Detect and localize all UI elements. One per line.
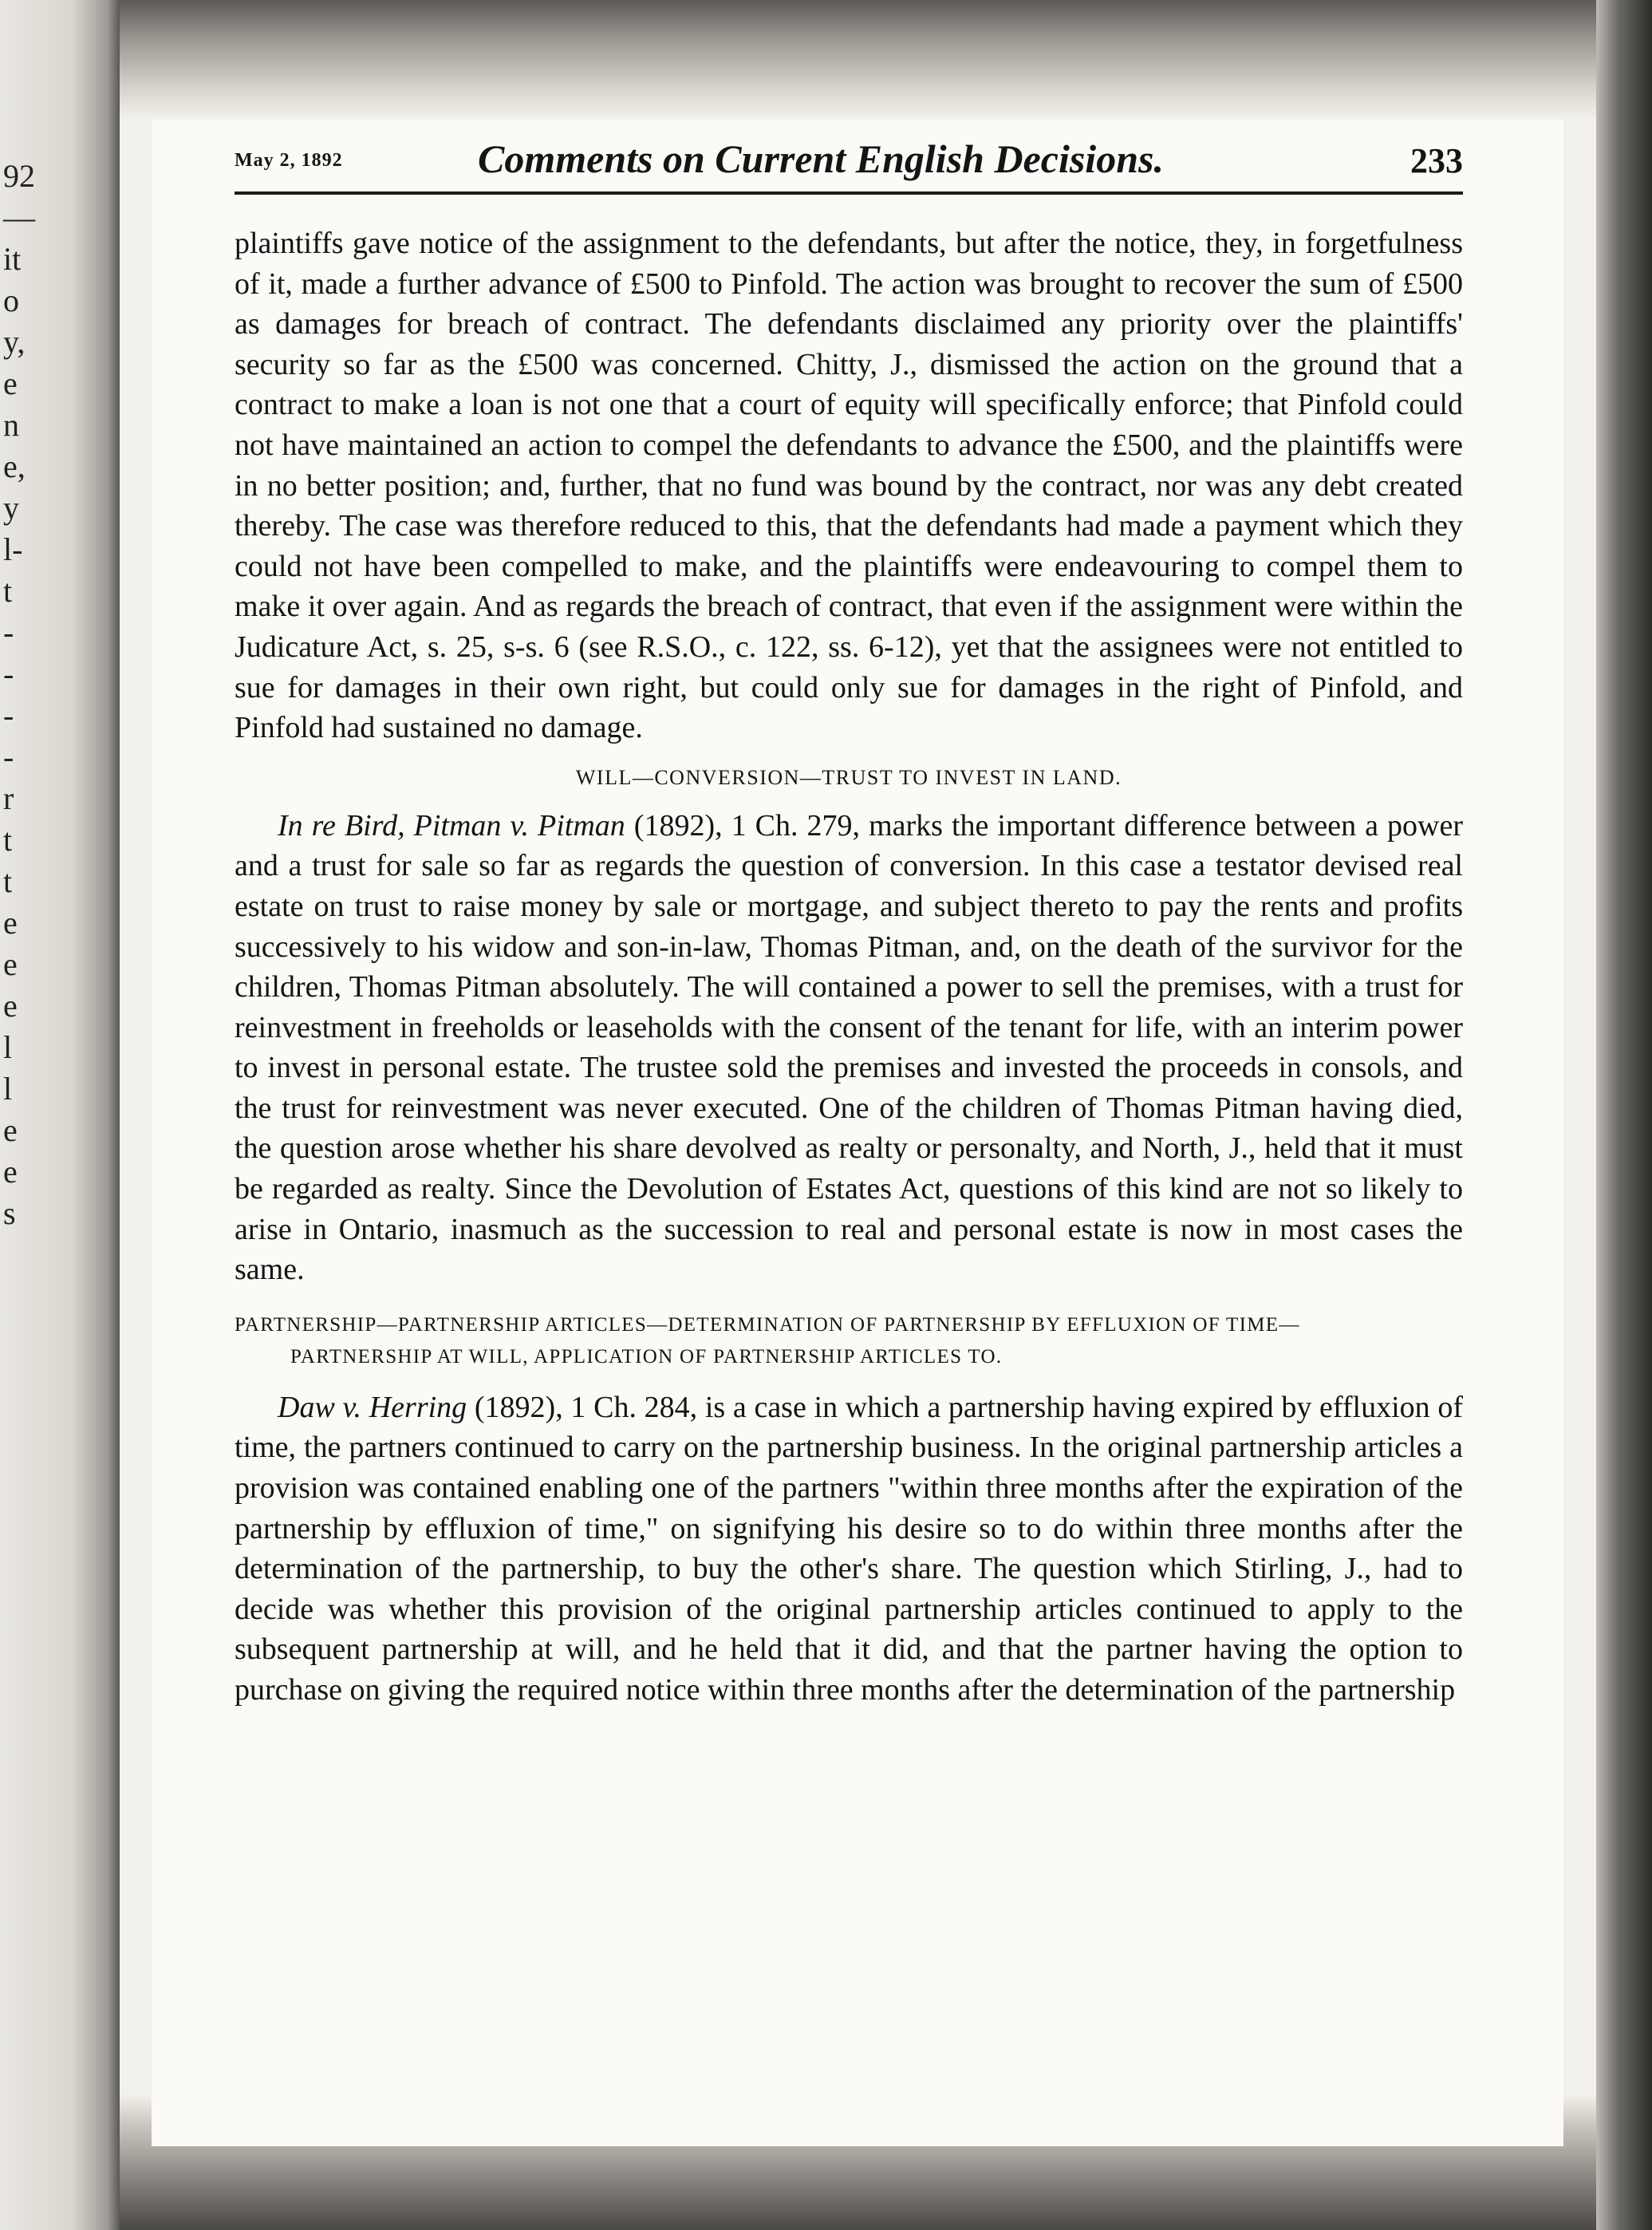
facing-page-fragment: y, bbox=[3, 324, 26, 360]
facing-page-fragment: l bbox=[3, 1029, 13, 1065]
facing-page-fragment: e bbox=[3, 988, 18, 1024]
facing-page-fragment: n bbox=[3, 407, 19, 443]
running-head-title: Comments on Current English Decisions. bbox=[478, 136, 1164, 181]
facing-page-fragment: t bbox=[3, 863, 13, 899]
facing-page-fragment: e bbox=[3, 365, 18, 401]
case-name-bird-pitman: In re Bird, Pitman v. Pitman bbox=[278, 808, 625, 843]
facing-page-fragment: 92 bbox=[3, 158, 35, 194]
running-head bbox=[235, 136, 1463, 195]
facing-page-fragments bbox=[3, 156, 35, 1234]
facing-page-fragment: r bbox=[3, 780, 14, 816]
facing-page-fragment: - bbox=[3, 739, 14, 775]
facing-page-fragment: t bbox=[3, 573, 13, 609]
section-heading-will-conversion: WILL—CONVERSION—TRUST TO INVEST IN LAND. bbox=[575, 765, 1122, 789]
facing-page-fragment: — bbox=[3, 199, 35, 235]
article-body bbox=[235, 223, 1463, 1711]
facing-page-fragment: e bbox=[3, 905, 18, 941]
facing-page-fragment: e bbox=[3, 946, 18, 982]
paragraph-pinfold-case: plaintiffs gave notice of the assignment to the defendants, but after the notice, they, in forgetfulness of it, made a further advance of £500 to Pinfold. The action was brought to recover the sum of £500 as damages for breach of contract. The defendants disclaimed any priority over the plaintiffs' security so far as the £500 was concerned. Chitty, J., dismissed the action on the ground that a contract to make a loan is not one that a court of equity will specifically enforce; that Pinfold could not have maintained an action to compel the defendants to advance the £500, and the plaintiffs were in no better position; and, further, that no fund was bound by the contract, nor was any debt created thereby. The case was therefore reduced to this, that the defendants had made a payment which they could not have been compelled to make, and the plaintiffs were endeavouring to compel them to make it over again. And as regards the breach of contract, that even if the assignment were within the Judicature Act, s. 25, s-s. 6 (see R.S.O., c. 122, ss. 6-12), yet that the assignees were not entitled to sue for damages in their own right, but could only sue for damages in the right of Pinfold, and Pinfold had sustained no damage. bbox=[235, 227, 1463, 745]
facing-page-fragment: e, bbox=[3, 448, 26, 484]
facing-page-fragment: t bbox=[3, 822, 13, 858]
scan-right-edge bbox=[1596, 0, 1652, 2230]
facing-page-fragment: s bbox=[3, 1195, 16, 1231]
paragraph-daw-herring-case bbox=[235, 1387, 1463, 1711]
section-heading-partnership-line2: PARTNERSHIP AT WILL, APPLICATION OF PARTNERSHIP ARTICLES TO. bbox=[290, 1345, 1003, 1368]
facing-page-fragment: - bbox=[3, 697, 14, 733]
facing-page-fragment: o bbox=[3, 282, 19, 318]
scan-top-edge bbox=[120, 0, 1596, 120]
facing-page-fragment: e bbox=[3, 1112, 18, 1148]
facing-page-fragment: - bbox=[3, 656, 14, 692]
facing-page-fragment: l bbox=[3, 1071, 13, 1107]
case-name-daw-herring: Daw v. Herring bbox=[278, 1390, 467, 1424]
facing-page-fragment: - bbox=[3, 614, 14, 650]
section-heading-partnership-line1: PARTNERSHIP—PARTNERSHIP ARTICLES—DETERMINATION OF PARTNERSHIP BY EFFLUXION OF TIME— bbox=[235, 1313, 1300, 1336]
paragraph-bird-pitman-case bbox=[235, 806, 1463, 1290]
facing-page-fragment: y bbox=[3, 490, 19, 526]
facing-page-fragment: l- bbox=[3, 531, 23, 567]
page-number: 233 bbox=[1410, 141, 1463, 180]
section-heading-partnership bbox=[235, 1309, 1463, 1373]
facing-page-fragment: e bbox=[3, 1154, 18, 1190]
paragraph-bird-pitman-text: (1892), 1 Ch. 279, marks the important difference between a power and a trust for sale so far as regards the question of conversion. In this case a testator devised real estate on trust to raise money by sale or mortgage, and subject thereto to pay the rents and profits successively to his widow and son-in-law, Thomas Pitman, and, on the death of the survivor for the children, Thomas Pitman absolutely. The will contained a power to sell the premises, with a trust for reinvestment in freeholds or leaseholds with the consent of the tenant for life, with an interim power to invest in personal estate. The trustee sold the premises and invested the proceeds in consols, and the trust for reinvestment was never executed. One of the children of Thomas Pitman having died, the question arose whether his share devolved as realty or personalty, and North, J., held that it must be regarded as realty. Since the Devolution of Estates Act, questions of this kind are not so likely to arise in Ontario, inasmuch as the succession to real and personal estate is now in most cases the same. bbox=[235, 808, 1464, 1287]
facing-page-fragment: it bbox=[3, 241, 22, 277]
paragraph-daw-herring-text: (1892), 1 Ch. 284, is a case in which a partnership having expired by effluxion of time, the partners continued to carry on the partnership business. In the original partnership articles a provision was contained enabling one of the partners "within three months after the expiration of the partnership by effluxion of time," on signifying his desire so to do within three months after the determination of the partnership, to buy the other's share. The question which Stirling, J., had to decide was whether this provision of the original partnership articles continued to apply to the subsequent partnership at will, and he held that it did, and that the partner having the option to purchase on giving the required notice within three months after the determination of the partnership bbox=[235, 1390, 1463, 1707]
running-head-date: May 2, 1892 bbox=[235, 150, 343, 171]
